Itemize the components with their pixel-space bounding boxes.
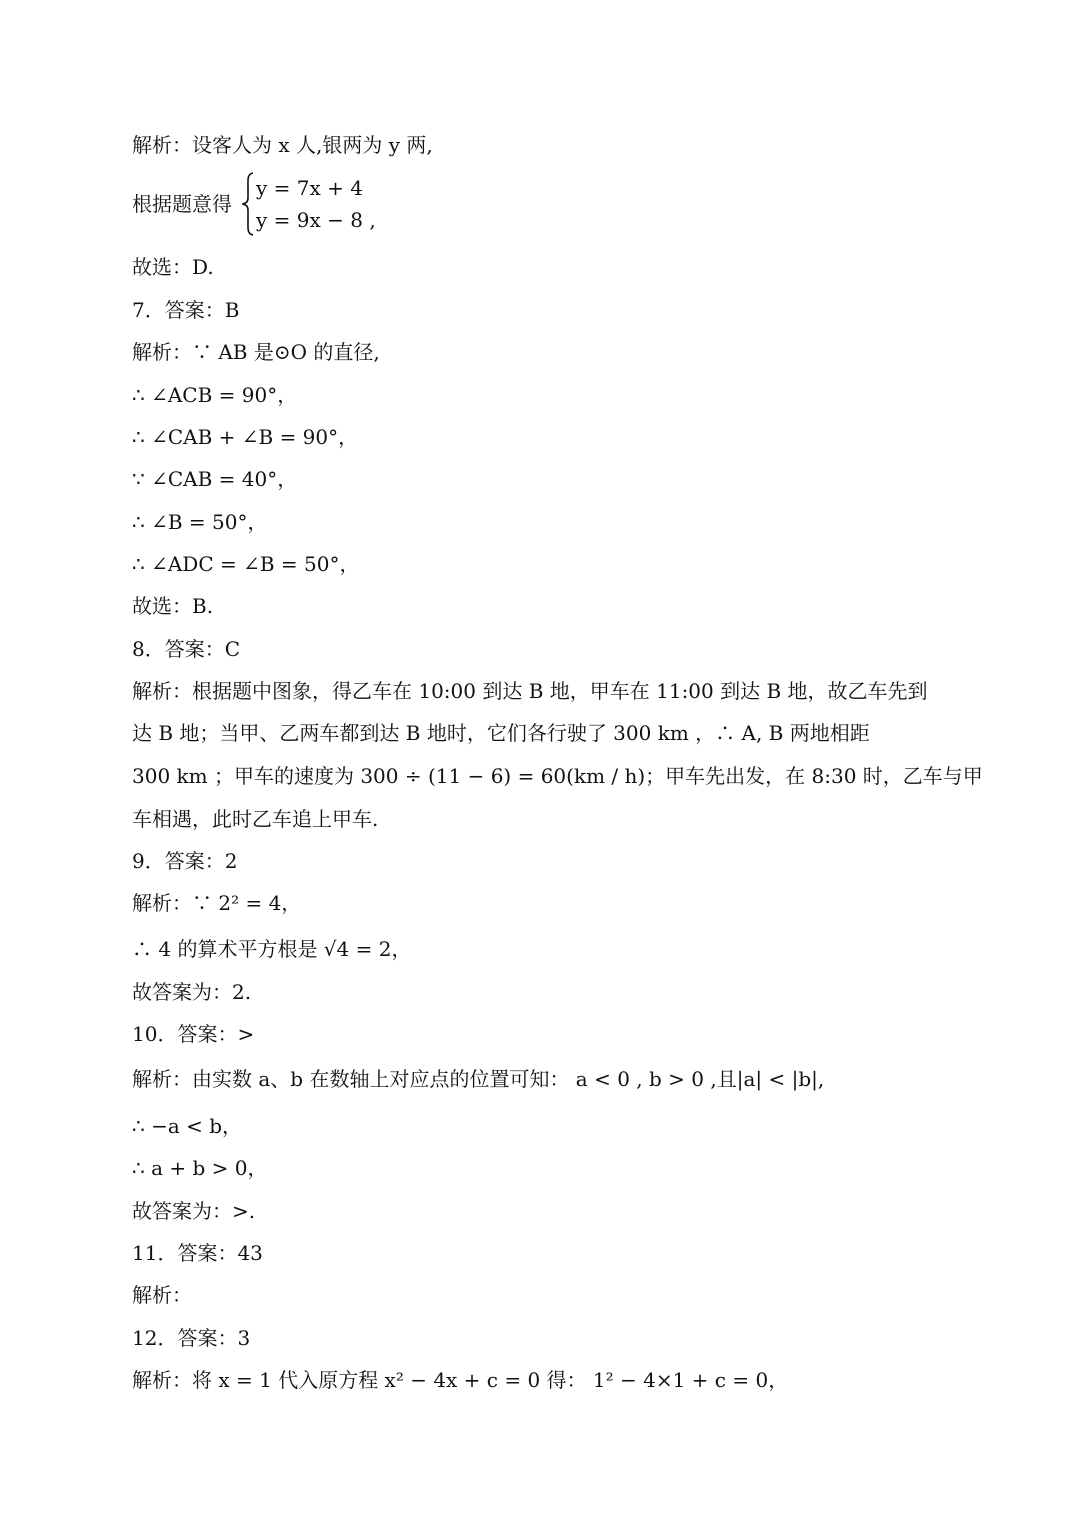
text-line: ∴ 4 的算术平方根是 √4 = 2， — [132, 937, 412, 961]
text-line: 300 km ；甲车的速度为 300 ÷ (11 − 6) = 60(km / h)；甲车先出发，在 8:30 时，乙车与甲 — [132, 764, 983, 788]
text-line: 解析：将 x = 1 代入原方程 x² − 4x + c = 0 得： 1² − 4×1 + c = 0， — [132, 1368, 789, 1392]
answer-heading: 11．答案：43 — [132, 1241, 263, 1265]
answer-heading: 10．答案：> — [132, 1022, 255, 1046]
text-line: ∴ ∠B = 50°， — [132, 510, 268, 534]
equation-2: y = 9x − 8 , — [256, 208, 376, 232]
text-line: 解析：∵ 2² = 4， — [132, 891, 302, 915]
system-lead-text: 根据题意得 — [132, 192, 232, 216]
left-brace-icon — [242, 172, 254, 236]
text-line: 故答案为：>. — [132, 1199, 256, 1223]
answer-heading: 7．答案：B — [132, 298, 240, 322]
text-line: 故选：D. — [132, 255, 214, 279]
answer-heading: 8．答案：C — [132, 637, 241, 661]
text-line: ∵ ∠CAB = 40°， — [132, 467, 298, 491]
text-line: ∴ a + b > 0， — [132, 1156, 268, 1180]
text-line: 解析：设客人为 x 人,银两为 y 两, — [132, 133, 433, 157]
text-line: 解析：根据题中图象，得乙车在 10:00 到达 B 地，甲车在 11:00 到达 B 地，故乙车先到 — [132, 679, 928, 703]
text-line: ∴ −a < b， — [132, 1114, 243, 1138]
text-line: 解析： — [132, 1283, 192, 1307]
text-line: 故答案为：2. — [132, 980, 252, 1004]
text-line: ∴ ∠ADC = ∠B = 50°， — [132, 552, 360, 576]
text-line: ∴ ∠ACB = 90°， — [132, 383, 298, 407]
answer-heading: 9．答案：2 — [132, 849, 238, 873]
text-line: 车相遇，此时乙车追上甲车. — [132, 807, 379, 831]
text-line: 故选：B. — [132, 594, 214, 618]
text-line: 解析：由实数 a、b 在数轴上对应点的位置可知： a < 0 , b > 0 ,且|a| < |b|, — [132, 1067, 825, 1091]
answer-heading: 12．答案：3 — [132, 1326, 251, 1350]
text-line: 解析：∵ AB 是⊙O 的直径, — [132, 340, 380, 364]
text-line: 达 B 地；当甲、乙两车都到达 B 地时，它们各行驶了 300 km ，∴ A, B 两地相距 — [132, 721, 870, 745]
text-line: ∴ ∠CAB + ∠B = 90°， — [132, 425, 359, 449]
equation-1: y = 7x + 4 — [256, 176, 363, 200]
